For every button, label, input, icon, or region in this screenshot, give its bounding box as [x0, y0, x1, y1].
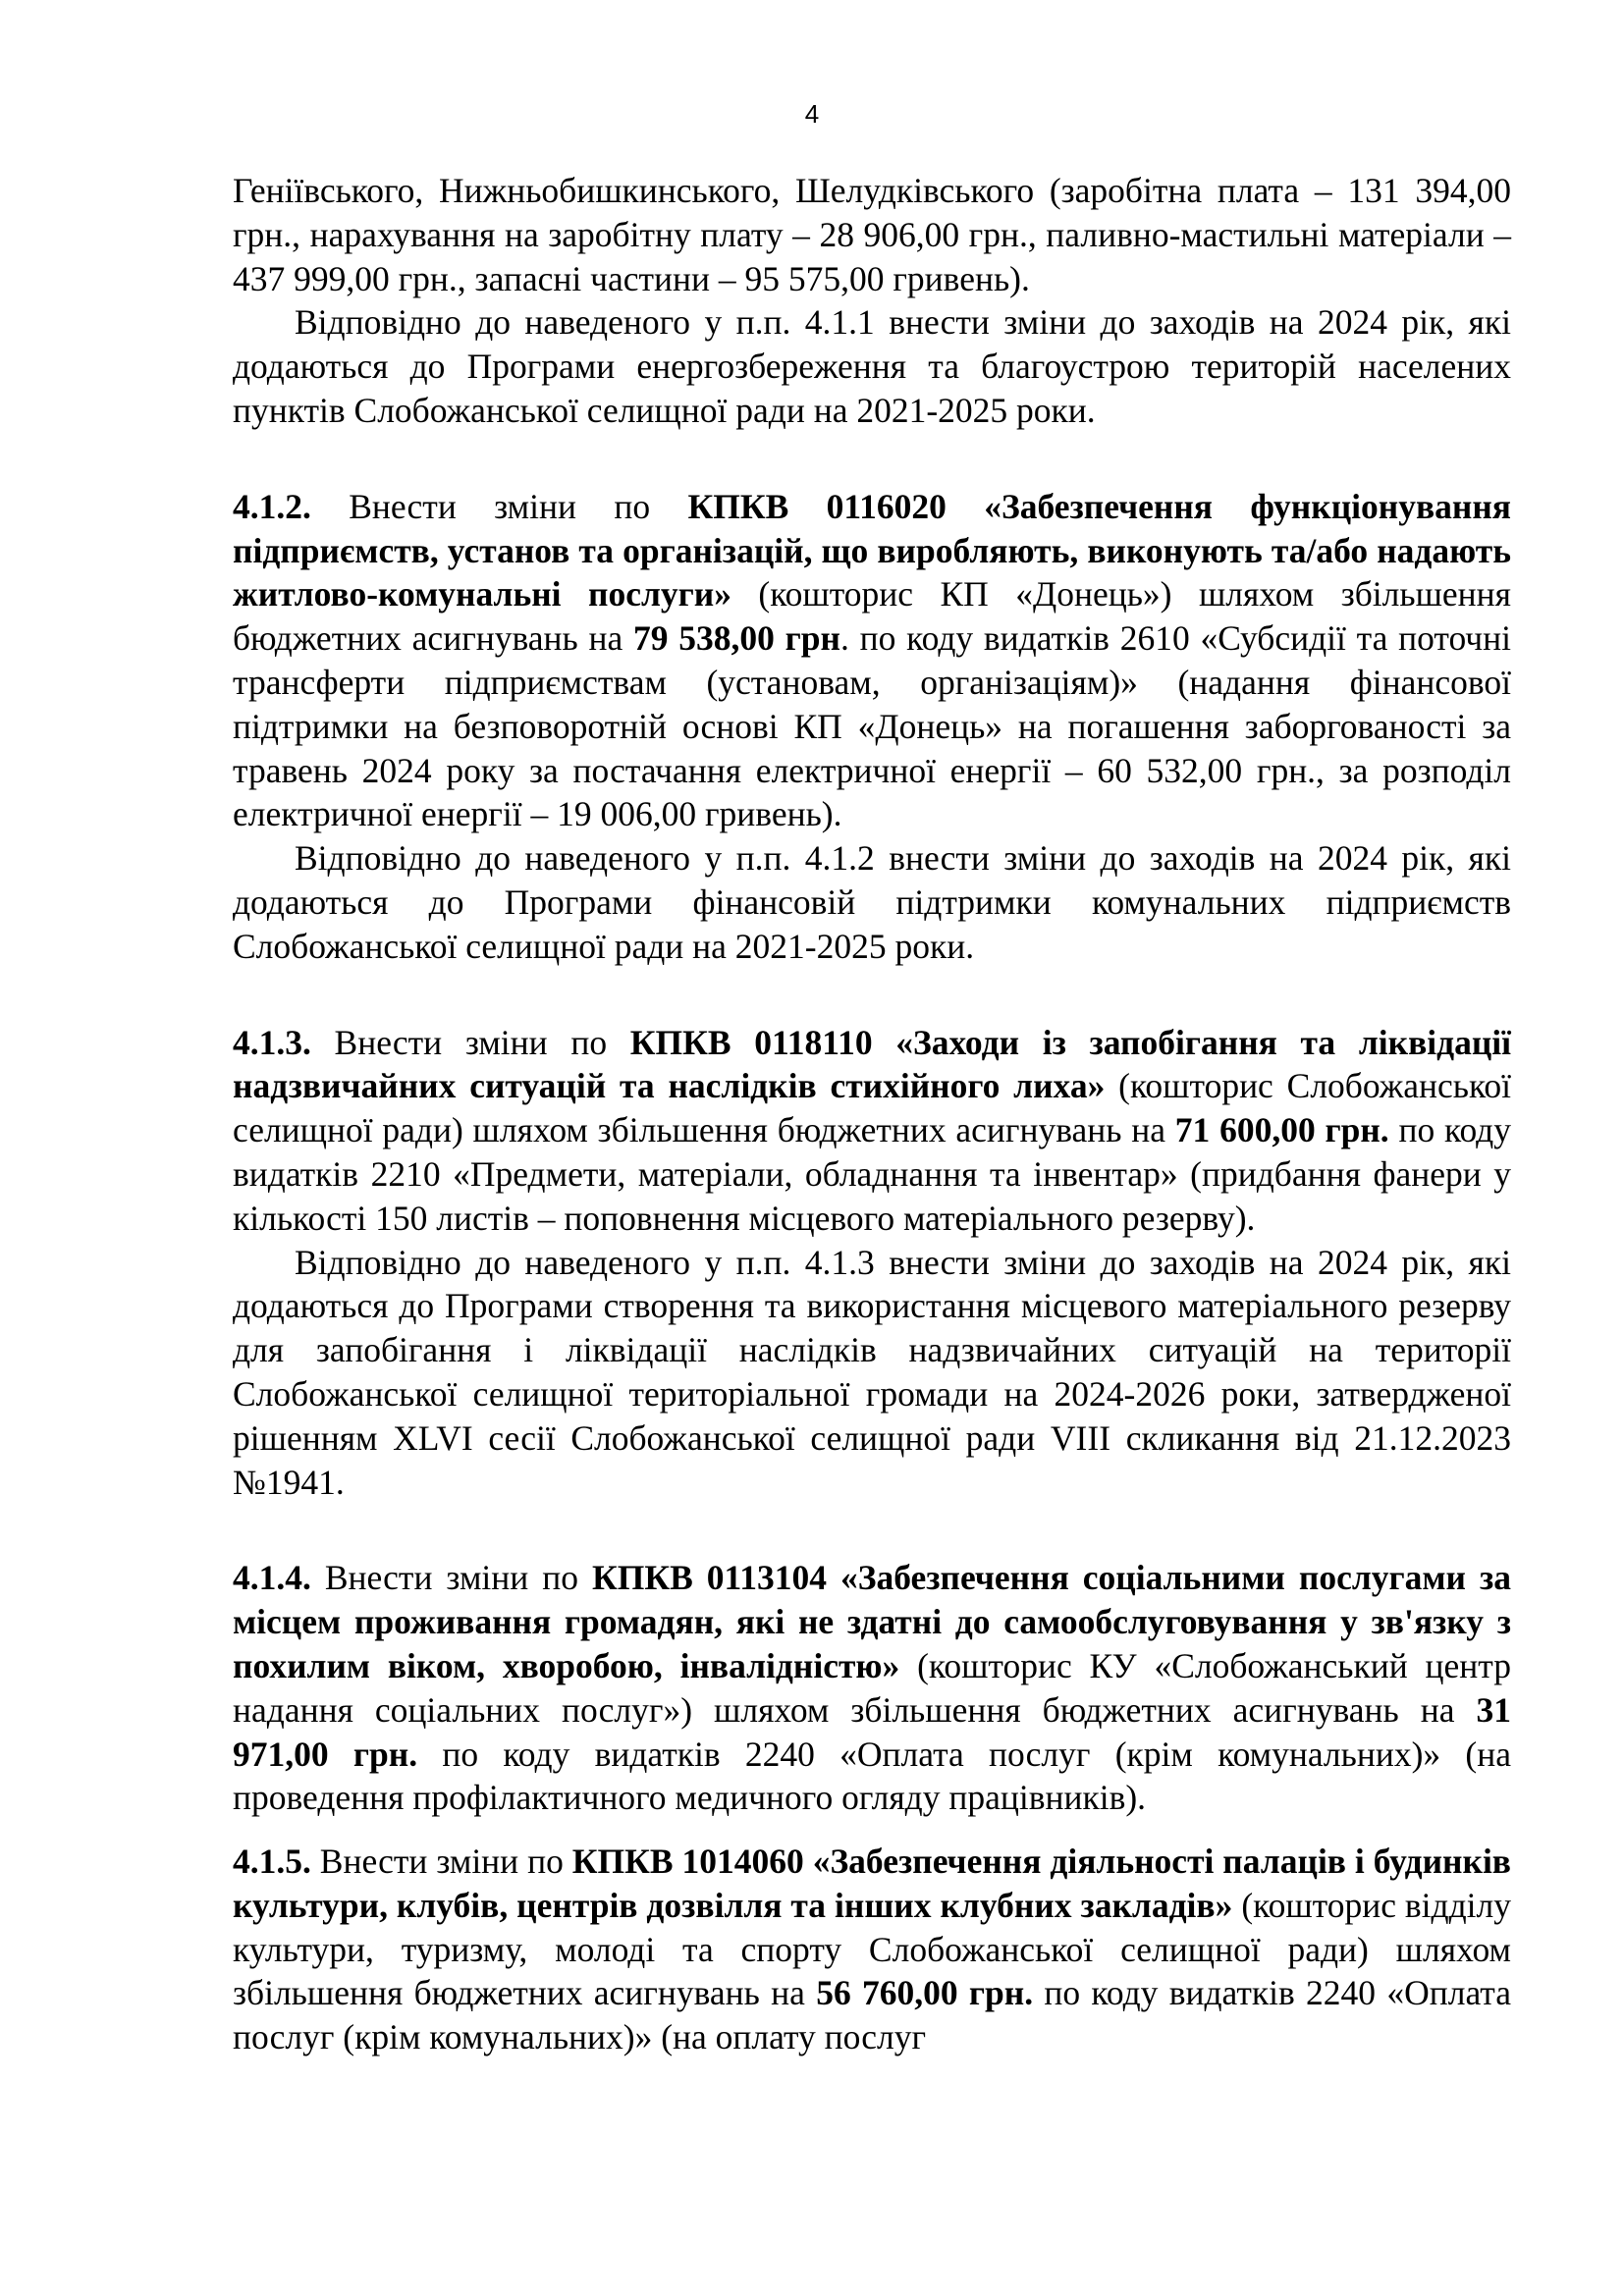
bold-text-run: КПКВ 1014060 «Забезпечення діяльності палаців і будинків культури, клубів, центрів дозвілля та інших клубних закладів» — [233, 1842, 1511, 1925]
bold-text-run: 4.1.4. — [233, 1558, 311, 1598]
text-run: . по коду видатків 2610 «Субсидії та поточні трансферти підприємствам (установам, організаціям)» (надання фінансової підтримки на безповоротній основі КП «Донець» на погашення заборгованості за травень 2024 року за постачання електричної енергії – 60 532,00 грн., за розподіл електричної енергії – 19 006,00 гривень). — [233, 618, 1511, 834]
section-4-1-4-main — [233, 1556, 1511, 1820]
text-run: Внести зміни по — [310, 1842, 572, 1882]
text-run: по коду видатків 2240 «Оплата послуг (крім комунальних)» (на проведення профілактичного медичного огляду працівників). — [233, 1734, 1511, 1818]
section-4-1-3 — [233, 1021, 1511, 1505]
section-spacer — [233, 969, 1511, 1021]
bold-text-run: КПКВ 0113104 «Забезпечення соціальними послугами за місцем проживання громадян, які не здатні до самообслуговування у зв'язку з похилим віком, хворобою, інвалідністю» — [233, 1558, 1511, 1685]
section-4-1-5 — [233, 1840, 1511, 2059]
bold-text-run: 71 600,00 грн. — [1174, 1110, 1389, 1150]
bold-text-run: 4.1.3. — [233, 1022, 311, 1062]
text-run: (кошторис відділу культури, туризму, молоді та спорту Слобожанської селищної ради) шляхом збільшення бюджетних асигнувань на — [233, 1885, 1511, 2013]
text-run: Внести зміни по — [310, 486, 688, 526]
text-run: (кошторис КП «Донець») шляхом збільшення бюджетних асигнувань на — [233, 574, 1511, 659]
bold-text-run: 4.1.2. — [233, 486, 311, 526]
block-continuation — [233, 169, 1511, 433]
bold-text-run: 31 971,00 грн. — [233, 1689, 1511, 1774]
text-run: (кошторис Слобожанської селищної ради) шляхом збільшення бюджетних асигнувань на — [233, 1066, 1511, 1150]
page-number: 4 — [804, 99, 820, 129]
section-4-1-5-main — [233, 1840, 1511, 2059]
document-body — [233, 169, 1511, 2059]
text-run: Внести зміни по — [310, 1558, 592, 1598]
bold-text-run: 79 538,00 грн — [633, 618, 840, 659]
paragraph-indented — [233, 300, 1511, 432]
section-4-1-2 — [233, 485, 1511, 969]
bold-text-run: 56 760,00 грн. — [816, 1973, 1034, 2013]
text-run: Відповідно до наведеного у п.п. 4.1.3 внести зміни до заходів на 2024 рік, які додаються до Програми створення та використання місцевого матеріального резерву для запобігання і ліквідації наслідків надзвичайних ситуацій на території Слобожанської селищної територіальної громади на 2024-2026 роки, затвердженої рішенням XLVI сесії Слобожанської селищної ради VIII скликання від 21.12.2023 №1941. — [233, 1242, 1511, 1502]
text-run: (кошторис КУ «Слобожанський центр надання соціальних послуг») шляхом збільшення бюджетних асигнувань на — [233, 1645, 1511, 1730]
text-run: Внести зміни по — [310, 1022, 630, 1062]
section-spacer — [233, 433, 1511, 485]
section-spacer-small — [233, 1820, 1511, 1840]
bold-text-run: КПКВ 0118110 «Заходи із запобігання та ліквідації надзвичайних ситуацій та наслідків стихійного лиха» — [233, 1022, 1511, 1106]
bold-text-run: КПКВ 0116020 «Забезпечення функціонування підприємств, установ та організацій, що виробляють, виконують та/або надають житлово-комунальні послуги» — [233, 486, 1511, 614]
section-4-1-4 — [233, 1556, 1511, 1820]
text-run: по коду видатків 2240 «Оплата послуг (крім комунальних)» (на оплату послуг — [233, 1973, 1511, 2057]
text-run: Геніївського, Нижньобишкинського, Шелудківського (заробітна плата – 131 394,00 грн., нарахування на заробітну плату – 28 906,00 грн., паливно-мастильні матеріали – 437 999,00 грн., запасні частини – 95 575,00 гривень). — [233, 171, 1511, 298]
section-4-1-2-main — [233, 485, 1511, 836]
section-4-1-3-note — [233, 1241, 1511, 1505]
bold-text-run: 4.1.5. — [233, 1842, 311, 1882]
section-4-1-3-main — [233, 1021, 1511, 1241]
paragraph — [233, 169, 1511, 300]
text-run: Відповідно до наведеного у п.п. 4.1.2 внести зміни до заходів на 2024 рік, які додаються до Програми фінансовій підтримки комунальних підприємств Слобожанської селищної ради на 2021-2025 роки. — [233, 838, 1511, 966]
section-spacer — [233, 1504, 1511, 1556]
text-run: по коду видатків 2210 «Предмети, матеріали, обладнання та інвентар» (придбання фанери у кількості 150 листів – поповнення місцевого матеріального резерву). — [233, 1110, 1511, 1238]
section-4-1-2-note — [233, 836, 1511, 968]
text-run: Відповідно до наведеного у п.п. 4.1.1 внести зміни до заходів на 2024 рік, які додаються до Програми енергозбереження та благоустрою територій населених пунктів Слобожанської селищної ради на 2021-2025 роки. — [233, 302, 1511, 430]
